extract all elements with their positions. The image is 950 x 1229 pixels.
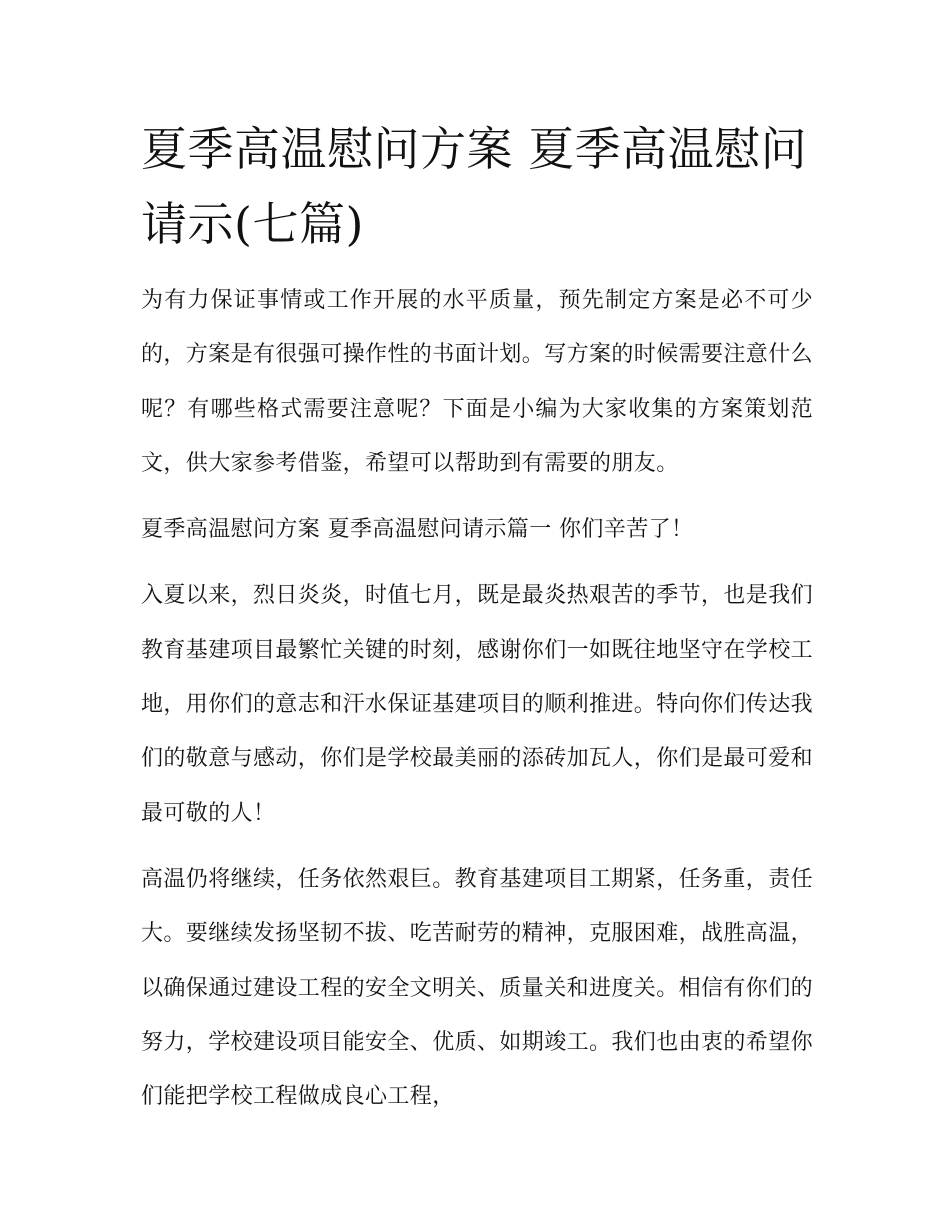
document-title: 夏季高温慰问方案 夏季高温慰问请示(七篇) (141, 122, 808, 251)
intro-paragraph: 为有力保证事情或工作开展的水平质量，预先制定方案是必不可少的，方案是有很强可操作性的书面计划。写方案的时候需要注意什么呢？有哪些格式需要注意呢？下面是小编为大家收集的方案策划范文，供大家参考借鉴，希望可以帮助到有需要的朋友。 (141, 288, 814, 476)
body-paragraph: 入夏以来，烈日炎炎，时值七月，既是最炎热艰苦的季节，也是我们教育基建项目最繁忙关键的时刻，感谢你们一如既往地坚守在学校工地，用你们的意志和汗水保证基建项目的顺利推进。特向你们传达我们的敬意与感动，你们是学校最美丽的添砖加瓦人，你们是最可爱和最可敬的人！ (141, 583, 814, 826)
document-body (141, 112, 813, 1124)
section-heading-paragraph: 夏季高温慰问方案 夏季高温慰问请示篇一 你们辛苦了！ (141, 517, 694, 543)
body-paragraph: 高温仍将继续，任务依然艰巨。教育基建项目工期紧，任务重，责任大。要继续发扬坚韧不拔、吃苦耐劳的精神，克服困难，战胜高温，以确保通过建设工程的安全文明关、质量关和进度关。相信有你们的努力，学校建设项目能安全、优质、如期竣工。我们也由衷的希望你们能把学校工程做成良心工程， (141, 866, 814, 1110)
